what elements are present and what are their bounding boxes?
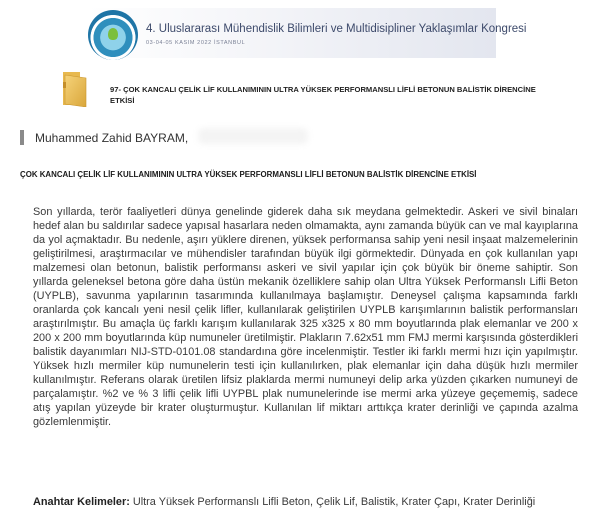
folder-icon[interactable] — [60, 70, 88, 107]
redacted-author-info — [198, 128, 308, 144]
abstract-body: Son yıllarda, terör faaliyetleri dünya genelinde giderek daha sık meydana gelmektedir. Askeri ve sivil binaları hedef alan bu saldırılar sadece yapısal hasarlara neden olmamakta, aynı zamanda büyük can ve mal kayıplarına da yol açmaktadır. Bu nedenle, aşırı yüklere direnen, yüksek performansa sahip yeni nesil inşaat malzemelerinin geliştirilmesi, araştırmacılar ve mühendisler tarafından büyük ilgi görmektedir. Dünyada en çok kullanılan yapı malzemesi olan betonun, balistik performansı askeri ve sivil yapılar için çok büyük bir öneme sahiptir. Son yıllarda geleneksel betona göre daha üstün mekanik özelliklere sahip olan Ultra Yüksek Performanslı Lifli Beton (UYPLB), savunma yapılarının tasarımında kullanılmaya başlamıştır. Deneysel çalışma kapsamında farklı oranlarda çok kancalı yeni nesil çelik lifler, kullanılarak geliştirilen UYPLB karışımlarının balistik performansları araştırılmıştır. Bu amaçla üç farklı karışım kullanılarak 325 x325 x 80 mm boyutlarında plak elemanlar ve 200 x 200 x 200 mm boyutlarında küp numuneler üretilmiştir. Plakların 7.62x51 mm FMJ mermi karşısında gösterdikleri balistik dayanımları NIJ-STD-0101.08 standardına göre incelenmiştir. Testler iki farklı mermi hızı için yapılmıştır. Yüksek hızlı mermiler küp numunelerin testi için kullanılırken, plak elemanlar için daha düşük hızlı mermiler kullanılmıştır. Referans olarak üretilen lifsiz plaklarda mermi numuneyi delip arka yüzden çıkarken numuneyi de parçalamıştır. %2 ve % 3 lifli çelik lifli UYPBL plak numunelerinde ise mermi arka yüzeye geçememiş, sadece atış yapılan yüzeyde bir krater oluşturmuştur. Kullanılan lif miktarı arttıkça krater derinliği ve çapında azalma gözlemlenmiştir. — [33, 206, 578, 428]
author-accent-bar — [20, 130, 24, 145]
congress-date: 03-04-05 KASIM 2022 İSTANBUL — [146, 40, 246, 46]
keywords-value: Ultra Yüksek Performanslı Lifli Beton, Çelik Lif, Balistik, Krater Çapı, Krater Derinliği — [132, 496, 536, 508]
congress-logo-icon — [88, 10, 138, 60]
abstract-title: ÇOK KANCALI ÇELİK LİF KULLANIMININ ULTRA YÜKSEK PERFORMANSLI LİFLİ BETONUN BALİSTİK DİRENCİNE ETKİSİ — [20, 170, 477, 179]
paper-number-title[interactable]: 97- ÇOK KANCALI ÇELİK LİF KULLANIMININ ULTRA YÜKSEK PERFORMANSLI LİFLİ BETONUN BALİSTİK DİRENCİNE ETKİSİ — [110, 85, 536, 105]
keywords-line — [33, 496, 535, 508]
author-name: Muhammed Zahid BAYRAM, — [35, 131, 189, 145]
congress-title: 4. Uluslararası Mühendislik Bilimleri ve Multidisipliner Yaklaşımlar Kongresi — [146, 23, 527, 35]
keywords-label: Anahtar Kelimeler: — [33, 496, 130, 508]
leaf-icon — [108, 28, 118, 40]
